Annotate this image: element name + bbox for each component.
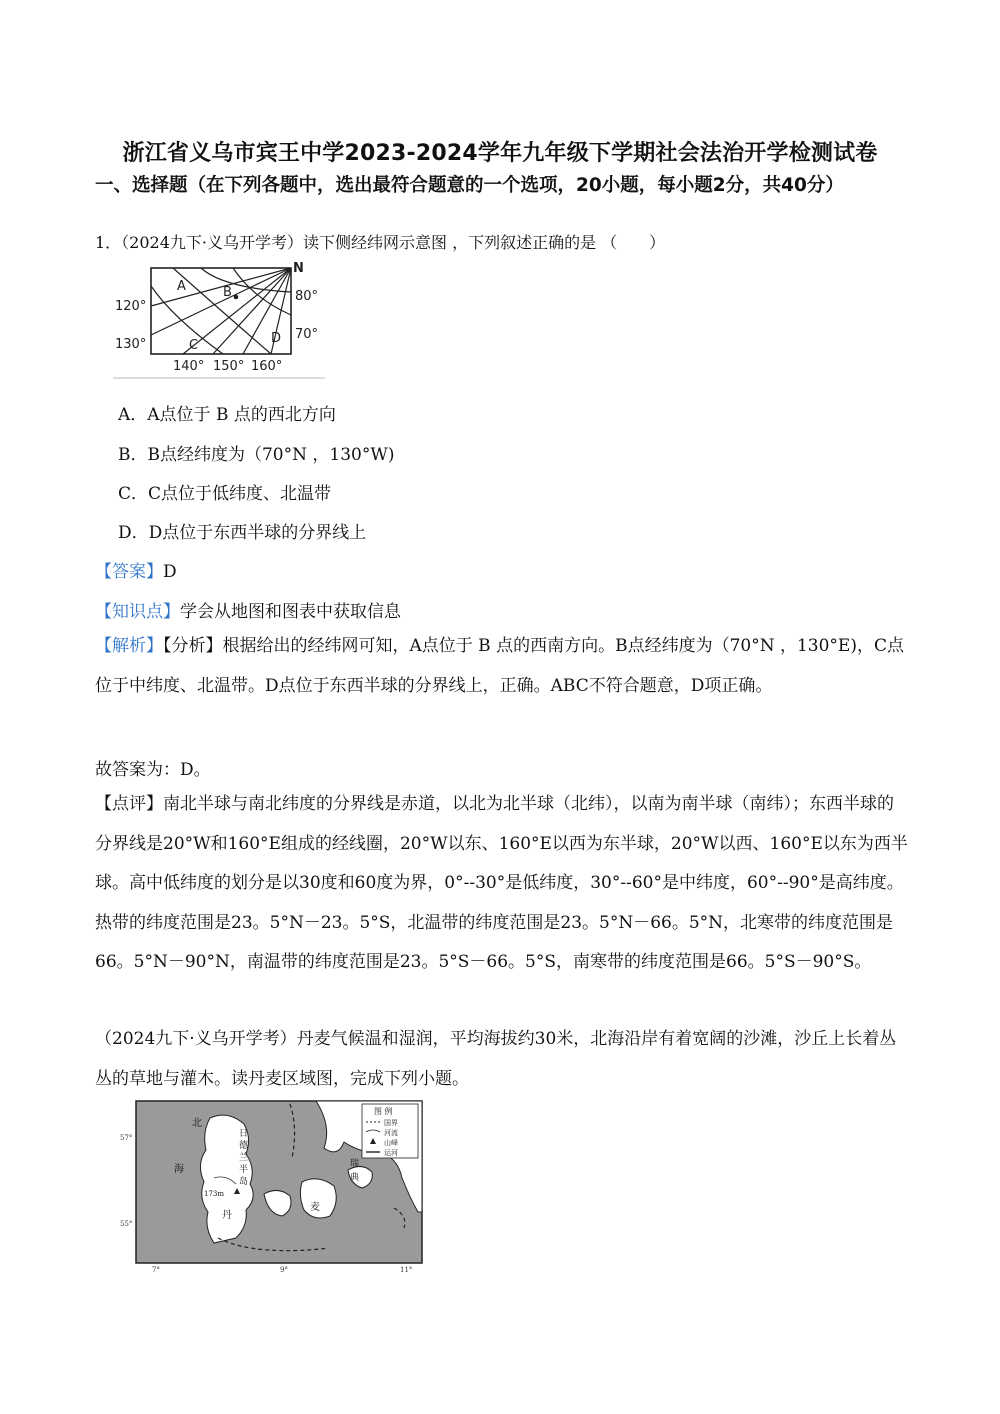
lat-label-130: 130° <box>115 337 147 352</box>
lat-label-70: 70° <box>295 327 319 342</box>
lon-label-150: 150° <box>213 359 245 374</box>
map-label-dao: 岛 <box>239 1177 249 1187</box>
map-elevation: 173m <box>204 1190 224 1198</box>
knowledge-value: 学会从地图和图表中获取信息 <box>180 602 401 622</box>
question-2-intro: （2024九下·义乌开学考）丹麦气候温和湿润，平均海拔约30米，北海沿岸有着宽阔的沙滩，沙丘上长着丛丛的草地与灌木。读丹麦区域图，完成下列小题。 <box>95 1029 897 1089</box>
map-label-mai: 麦 <box>310 1202 320 1213</box>
legend-border: 国界 <box>384 1119 398 1127</box>
denmark-map <box>118 1098 428 1274</box>
map-label-ban: 半 <box>239 1165 249 1175</box>
option-a: A．A点位于 B 点的西北方向 <box>118 405 336 425</box>
knowledge-line <box>95 597 401 622</box>
map-lon-7: 7° <box>152 1266 160 1274</box>
answer-value: D <box>163 562 177 582</box>
point-a: A <box>177 279 186 294</box>
option-d: D．D点位于东西半球的分界线上 <box>118 523 367 543</box>
answer-tag: 【答案】 <box>95 562 163 582</box>
map-lon-9: 9° <box>280 1266 288 1274</box>
point-c: C <box>189 338 199 353</box>
graticule-diagram <box>113 258 328 380</box>
map-lat-55: 55° <box>120 1220 133 1228</box>
option-b: B．B点经纬度为（70°N ，130°W) <box>118 445 395 465</box>
map-label-lan: 兰 <box>239 1153 249 1163</box>
point-d: D <box>271 331 282 346</box>
map-label-ri: 日 <box>239 1129 249 1139</box>
section-heading: 一、选择题（在下列各题中，选出最符合题意的一个选项，20小题，每小题2分，共40分） <box>95 175 844 196</box>
map-label-north: 北 <box>192 1118 202 1129</box>
north-label: N <box>293 261 304 276</box>
analysis-tag: 【解析】 <box>95 636 163 656</box>
analysis-paragraph <box>95 627 910 706</box>
map-label-dan: 丹 <box>222 1210 232 1221</box>
map-label-de: 德 <box>239 1141 249 1151</box>
knowledge-tag: 【知识点】 <box>95 602 180 622</box>
lat-label-120: 120° <box>115 299 147 314</box>
map-label-dian: 典 <box>350 1173 360 1183</box>
legend-canal: 运河 <box>384 1149 398 1157</box>
lon-label-160: 160° <box>251 359 283 374</box>
map-label-rui: 瑞 <box>350 1159 360 1169</box>
lon-label-140: 140° <box>173 359 205 374</box>
map-lat-57: 57° <box>120 1134 133 1142</box>
document-title: 浙江省义乌市宾王中学2023-2024学年九年级下学期社会法治开学检测试卷 <box>122 141 878 166</box>
legend-peak: 山峰 <box>384 1139 398 1147</box>
question-1-stem: 1．（2024九下·义乌开学考）读下侧经纬网示意图 ，下列叙述正确的是 （ ） <box>95 233 666 252</box>
map-lon-11: 11° <box>400 1266 413 1274</box>
answer-line <box>95 557 177 582</box>
map-label-sea: 海 <box>174 1164 184 1175</box>
legend-river: 河流 <box>384 1129 398 1137</box>
lat-label-80: 80° <box>295 289 319 304</box>
point-b: B <box>223 285 232 300</box>
analysis-text: 【分析】根据给出的经纬网可知，A点位于 B 点的西南方向。B点经纬度为（70°N ，130°E)，C点位于中纬度、北温带。D点位于东西半球的分界线上，正确。ABC不符合题意，D项正确。 <box>95 636 904 696</box>
review-paragraph: 【点评】南北半球与南北纬度的分界线是赤道，以北为北半球（北纬），以南为南半球（南纬）；东西半球的分界线是20°W和160°E组成的经线圈，20°W以东、160°E以西为东半球，20°W以西、160°E以东为西半球。高中低纬度的划分是以30度和60度为界，0°--30°是低纬度，30°--60°是中纬度，60°--90°是高纬度。热带的纬度范围是23。5°N－23。5°S，北温带的纬度范围是23。5°N－66。5°N，北寒带的纬度范围是66。5°N－90°N，南温带的纬度范围是23。5°S－66。5°S，南寒带的纬度范围是66。5°S－90°S。 <box>95 794 908 972</box>
option-c: C．C点位于低纬度、北温带 <box>118 484 332 504</box>
legend-title: 图 例 <box>374 1107 393 1116</box>
conclusion-line: 故答案为：D。 <box>95 760 211 780</box>
